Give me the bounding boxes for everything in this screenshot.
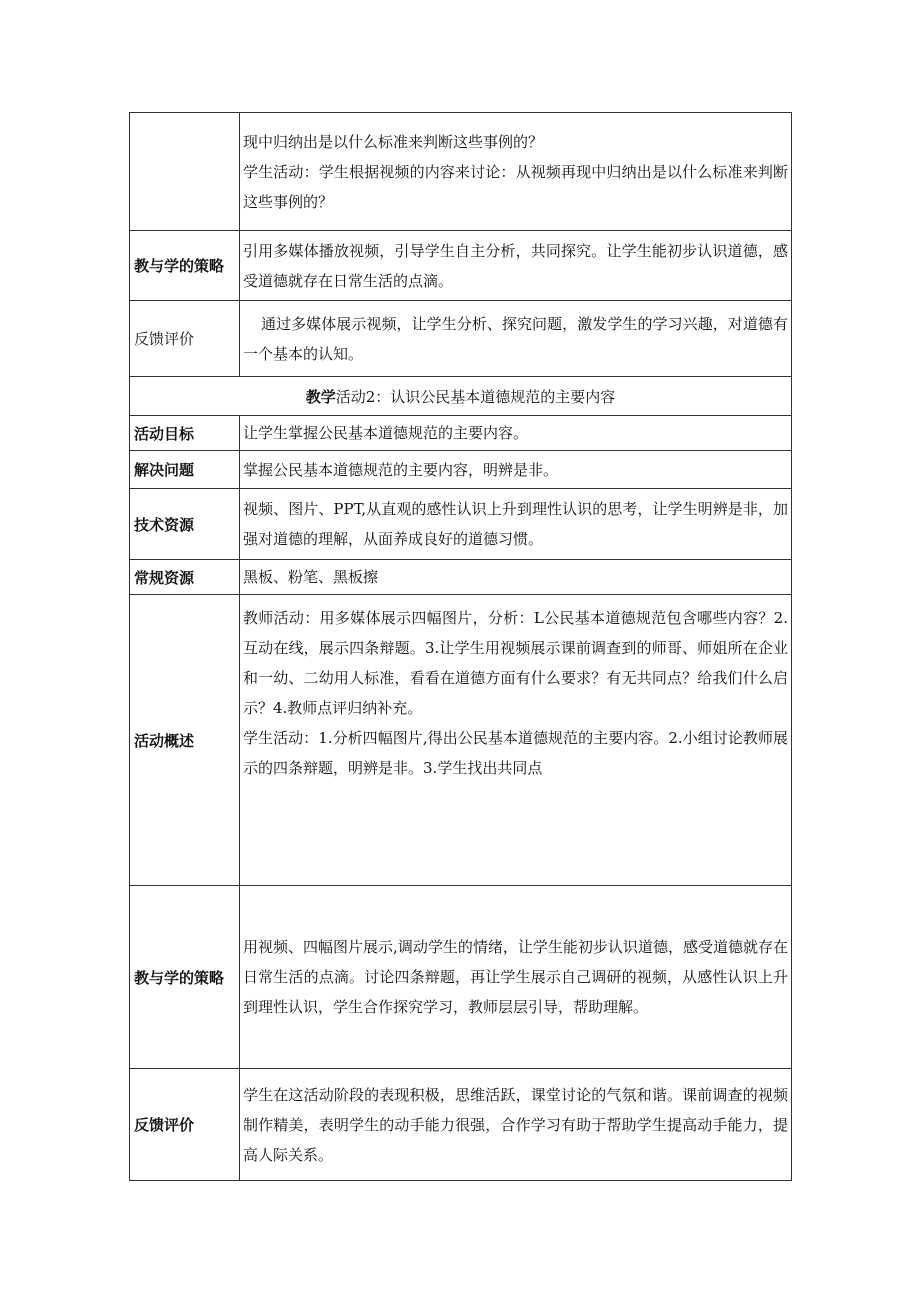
overview-label: 活动概述 — [130, 595, 240, 886]
section-title — [130, 377, 792, 416]
lesson-plan-table — [129, 112, 792, 1181]
empty-label-cell — [130, 113, 240, 231]
continuation-cell — [240, 113, 792, 231]
overview-student: 学生活动：1.分析四幅图片,得出公民基本道德规范的主要内容。2.小组讨论教师展示的四条辩题，明辨是非。3.学生找出共同点 — [243, 729, 788, 777]
table-row-feedback-1 — [130, 301, 792, 377]
tech-text: 视频、图片、PPT,从直观的感性认识上升到理性认识的思考，让学生明辨是非，加强对道德的理解，从面养成良好的道德习惯。 — [240, 489, 792, 560]
table-row-feedback-2 — [130, 1069, 792, 1181]
strategy-text: 引用多媒体播放视频，引导学生自主分析，共同探究。让学生能初步认识道德，感受道德就存在日常生活的点滴。 — [240, 231, 792, 301]
regular-text: 黑板、粉笔、黑板擦 — [240, 560, 792, 595]
table-row-regular — [130, 560, 792, 595]
overview-teacher: 教师活动：用多媒体展示四幅图片，分析：L公民基本道德规范包含哪些内容？2.互动在线，展示四条辩题。3.让学生用视频展示课前调查到的师哥、师姐所在企业和一幼、二幼用人标准，看看在道德方面有什么要求？有无共同点？给我们什么启示？4.教师点评归纳补充。 — [243, 609, 788, 717]
section-title-rest: 活动2：认识公民基本道德规范的主要内容 — [335, 387, 616, 406]
tech-label: 技术资源 — [130, 489, 240, 560]
table-row-goal — [130, 416, 792, 451]
table-row-strategy-2 — [130, 886, 792, 1069]
strategy2-text: 用视频、四幅图片展示,调动学生的情绪，让学生能初步认识道德，感受道德就存在日常生活的点滴。讨论四条辩题，再让学生展示自己调研的视频，从感性认识上升到理性认识，学生合作探究学习，教师层层引导，帮助理解。 — [240, 886, 792, 1069]
feedback2-text: 学生在这活动阶段的表现积极，思维活跃，课堂讨论的气氛和谐。课前调查的视频制作精美，表明学生的动手能力很强，合作学习有助于帮助学生提高动手能力，提高人际关系。 — [240, 1069, 792, 1181]
overview-cell — [240, 595, 792, 886]
table-row-overview — [130, 595, 792, 886]
regular-label: 常规资源 — [130, 560, 240, 595]
section-header-row — [130, 377, 792, 416]
problem-text: 掌握公民基本道德规范的主要内容，明辨是非。 — [240, 451, 792, 489]
continuation-line1: 现中归纳出是以什么标准来判断这些事例的？ — [243, 132, 544, 151]
goal-label: 活动目标 — [130, 416, 240, 451]
table-row-tech — [130, 489, 792, 560]
section-title-bold: 教学 — [305, 387, 336, 406]
feedback-text: 通过多媒体展示视频，让学生分析、探究问题，激发学生的学习兴趣，对道德有一个基本的认知。 — [240, 301, 792, 377]
table-row-problem — [130, 451, 792, 489]
strategy-label: 教与学的策略 — [130, 231, 240, 301]
feedback-label: 反馈评价 — [130, 301, 240, 377]
problem-label: 解决问题 — [130, 451, 240, 489]
continuation-line2: 学生活动：学生根据视频的内容来讨论：从视频再现中归纳出是以什么标准来判断这些事例的？ — [243, 162, 788, 211]
table-row-strategy-1 — [130, 231, 792, 301]
strategy2-label: 教与学的策略 — [130, 886, 240, 1069]
goal-text: 让学生掌握公民基本道德规范的主要内容。 — [240, 416, 792, 451]
table-row-continuation — [130, 113, 792, 231]
feedback2-label: 反馈评价 — [130, 1069, 240, 1181]
